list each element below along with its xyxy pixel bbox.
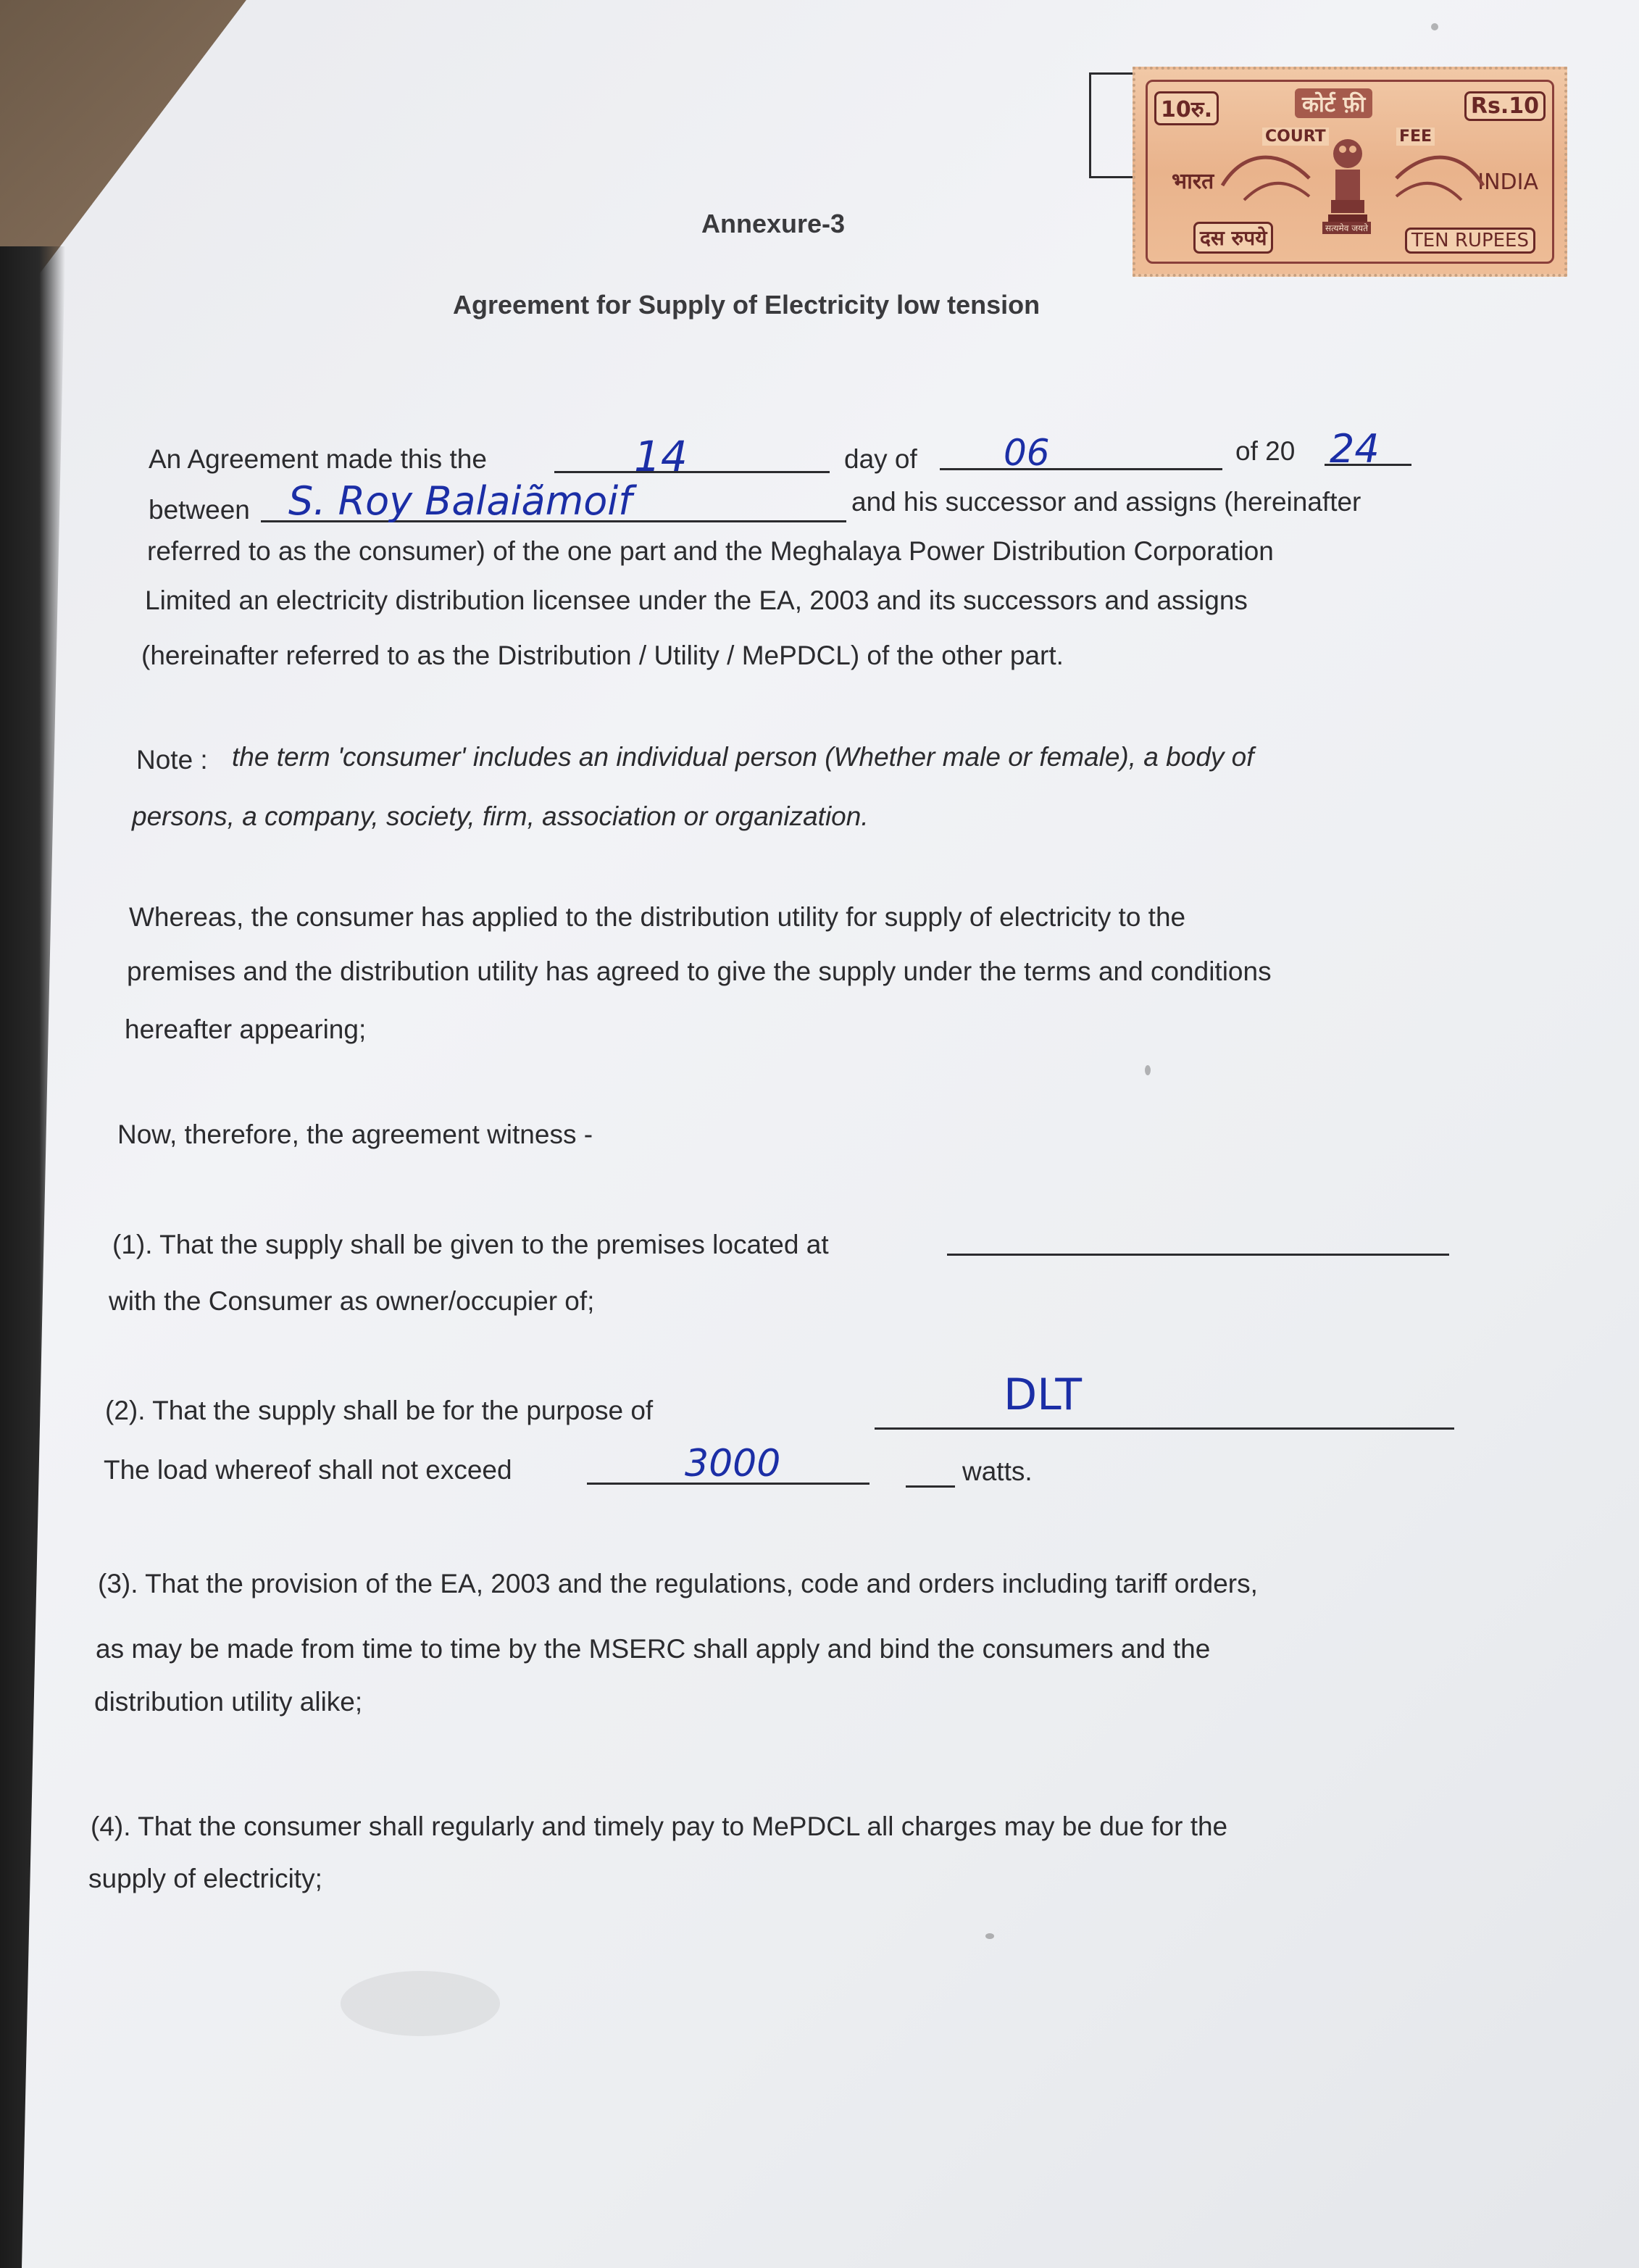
intro-between: between <box>149 495 250 525</box>
clause-3-line-3: distribution utility alike; <box>94 1687 363 1717</box>
clause-3-line-1: (3). That the provision of the EA, 2003 and the regulations, code and orders including tariff orders, <box>98 1569 1258 1598</box>
intro-of-20: of 20 <box>1235 436 1296 466</box>
stamp-value-left: 10रु. <box>1154 91 1219 125</box>
court-fee-stamp <box>1133 67 1567 277</box>
clause-1-line-1: (1). That the supply shall be given to the premises located at <box>112 1230 829 1259</box>
annexure-heading: Annexure-3 <box>701 209 846 238</box>
handwritten-month: 06 <box>1004 432 1050 474</box>
stamp-value-right: Rs.10 <box>1464 91 1546 121</box>
clause-1-line-2: with the Consumer as owner/occupier of; <box>109 1286 595 1316</box>
whereas-line-3: hereafter appearing; <box>125 1014 367 1044</box>
now-therefore: Now, therefore, the agreement witness - <box>117 1120 593 1149</box>
stamp-ten-rupees: TEN RUPEES <box>1405 228 1535 254</box>
stamp-frame <box>1089 72 1135 178</box>
scan-speck <box>1145 1065 1151 1075</box>
handwritten-purpose: DLT <box>1004 1369 1083 1420</box>
stamp-ornament-icon <box>1215 142 1490 214</box>
intro-line-4: Limited an electricity distribution licensee under the EA, 2003 and its successors and assigns <box>145 585 1248 615</box>
clause-4-line-1: (4). That the consumer shall regularly and timely pay to MePDCL all charges may be due for the <box>91 1812 1228 1841</box>
handwritten-load: 3000 <box>685 1442 781 1485</box>
intro-line-5: (hereinafter referred to as the Distribution / Utility / MePDCL) of the other part. <box>141 641 1064 670</box>
handwritten-year: 24 <box>1330 426 1380 472</box>
whereas-line-2: premises and the distribution utility has agreed to give the supply under the terms and conditions <box>127 956 1272 986</box>
note-label: Note : <box>136 745 208 775</box>
stamp-bharat: भारत <box>1172 169 1214 194</box>
handwritten-consumer-name: S. Roy Balaiãmoif <box>288 478 633 524</box>
premises-blank-line <box>947 1254 1449 1256</box>
note-line-1: the term 'consumer' includes an individual person (Whether male or female), a body of <box>232 742 1254 772</box>
month-blank-line <box>940 468 1222 470</box>
intro-successor: and his successor and assigns (hereinafter <box>851 487 1361 517</box>
clause-2-line-1: (2). That the supply shall be for the purpose of <box>105 1396 654 1425</box>
stamp-fee: FEE <box>1396 128 1435 146</box>
handwritten-day: 14 <box>634 432 688 481</box>
stamp-hindi-value: दस रुपये <box>1193 222 1273 254</box>
clause-4-line-2: supply of electricity; <box>88 1864 322 1893</box>
purpose-blank-line <box>875 1427 1454 1430</box>
scan-smudge <box>341 1971 500 2036</box>
stamp-india: INDIA <box>1477 170 1538 195</box>
stamp-hindi-title: कोर्ट फ़ी <box>1295 88 1372 118</box>
intro-day-of: day of <box>844 444 917 474</box>
scan-speck <box>1431 23 1438 30</box>
clause-2-watts: watts. <box>962 1456 1033 1486</box>
clause-3-line-2: as may be made from time to time by the MSERC shall apply and bind the consumers and the <box>96 1634 1211 1664</box>
intro-made-this: An Agreement made this the <box>149 444 487 474</box>
load-unit-blank-line <box>906 1485 955 1488</box>
day-blank-line <box>554 471 830 473</box>
stamp-motto: सत्यमेव जयते <box>1322 222 1371 234</box>
note-line-2: persons, a company, society, firm, association or organization. <box>132 801 869 831</box>
intro-line-3: referred to as the consumer) of the one part and the Meghalaya Power Distribution Corporation <box>147 536 1274 566</box>
agreement-title: Agreement for Supply of Electricity low tension <box>453 290 1040 320</box>
clause-2-line-2: The load whereof shall not exceed <box>104 1455 512 1485</box>
scan-speck <box>985 1933 994 1939</box>
whereas-line-1: Whereas, the consumer has applied to the distribution utility for supply of electricity to the <box>129 902 1186 932</box>
stamp-court: COURT <box>1262 128 1329 146</box>
